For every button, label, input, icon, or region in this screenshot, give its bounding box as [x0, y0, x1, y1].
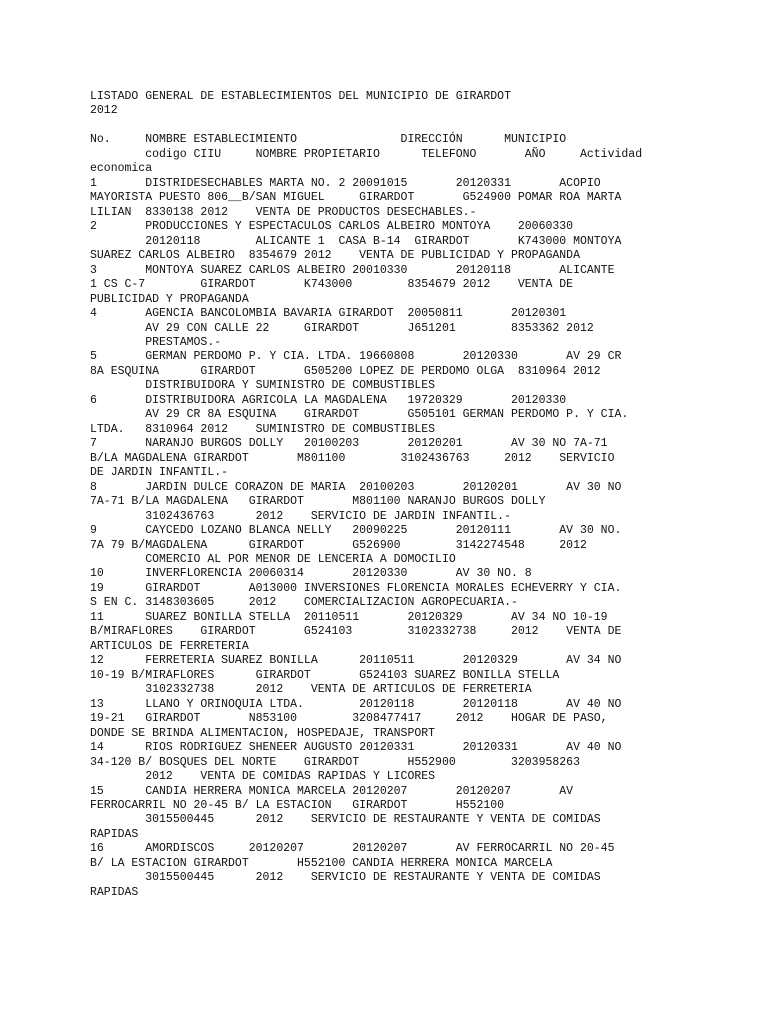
listing-line: 3 MONTOYA SUAREZ CARLOS ALBEIRO 20010330 20120118 ALICANTE	[90, 263, 615, 277]
document-title: LISTADO GENERAL DE ESTABLECIMIENTOS DEL MUNICIPIO DE GIRARDOT	[90, 90, 511, 103]
listing-line: B/ LA ESTACION GIRARDOT H552100 CANDIA HERRERA MONICA MARCELA	[90, 856, 553, 870]
document-page	[90, 90, 758, 900]
listing-line: PRESTAMOS.-	[90, 335, 222, 349]
listing-line: 7A-71 B/LA MAGDALENA GIRARDOT M801100 NARANJO BURGOS DOLLY	[90, 495, 546, 509]
listing-line: DONDE SE BRINDA ALIMENTACION, HOSPEDAJE, TRANSPORT	[90, 726, 436, 740]
listing-line: B/MIRAFLORES GIRARDOT G524103 3102332738 2012 VENTA DE	[90, 625, 622, 639]
listing-line: AV 29 CON CALLE 22 GIRARDOT J651201 8353362 2012	[90, 321, 594, 335]
listing-line: 15 CANDIA HERRERA MONICA MARCELA 20120207 20120207 AV	[90, 784, 574, 798]
listing-line: ARTICULOS DE FERRETERIA	[90, 639, 249, 653]
listing-line: 16 AMORDISCOS 20120207 20120207 AV FERROCARRIL NO 20-45	[90, 842, 615, 856]
listing-line: 4 AGENCIA BANCOLOMBIA BAVARIA GIRARDOT 20050811 20120301	[90, 307, 567, 321]
listing-line: 11 SUAREZ BONILLA STELLA 20110511 20120329 AV 34 NO 10-19	[90, 610, 608, 624]
listing-line: LILIAN 8330138 2012 VENTA DE PRODUCTOS DESECHABLES.-	[90, 205, 477, 219]
listing-line: 34-120 B/ BOSQUES DEL NORTE GIRARDOT H552900 3203958263	[90, 755, 580, 769]
listing-line: SUAREZ CARLOS ALBEIRO 8354679 2012 VENTA DE PUBLICIDAD Y PROPAGANDA	[90, 249, 580, 263]
listing-line: 20120118 ALICANTE 1 CASA B-14 GIRARDOT K743000 MONTOYA	[90, 234, 622, 248]
listing-body	[90, 177, 758, 900]
listing-line: 3102436763 2012 SERVICIO DE JARDIN INFANTIL.-	[90, 509, 511, 523]
listing-line: 3102332738 2012 VENTA DE ARTICULOS DE FERRETERIA	[90, 683, 532, 697]
document-year: 2012	[90, 104, 118, 118]
listing-line: 2012 VENTA DE COMIDAS RAPIDAS Y LICORES	[90, 770, 436, 784]
listing-line: 6 DISTRIBUIDORA AGRICOLA LA MAGDALENA 19720329 20120330	[90, 393, 567, 407]
column-header-line-1: No. NOMBRE ESTABLECIMIENTO DIRECCIÓN MUNICIPIO	[90, 133, 567, 147]
listing-line: 1 DISTRIDESECHABLES MARTA NO. 2 20091015 20120331 ACOPIO	[90, 176, 601, 190]
listing-line: 10-19 B/MIRAFLORES GIRARDOT G524103 SUAREZ BONILLA STELLA	[90, 668, 560, 682]
listing-line: MAYORISTA PUESTO 806__B/SAN MIGUEL GIRARDOT G524900 POMAR ROA MARTA	[90, 191, 622, 205]
listing-line: 3015500445 2012 SERVICIO DE RESTAURANTE Y VENTA DE COMIDAS	[90, 871, 601, 885]
listing-line: 7 NARANJO BURGOS DOLLY 20100203 20120201 AV 30 NO 7A-71	[90, 437, 608, 451]
listing-line: 3015500445 2012 SERVICIO DE RESTAURANTE Y VENTA DE COMIDAS	[90, 813, 601, 827]
listing-line: 8A ESQUINA GIRARDOT G505200 LOPEZ DE PERDOMO OLGA 8310964 2012	[90, 364, 601, 378]
listing-line: 8 JARDIN DULCE CORAZON DE MARIA 20100203 20120201 AV 30 NO	[90, 480, 622, 494]
column-header-line-3: economica	[90, 162, 153, 176]
listing-line: B/LA MAGDALENA GIRARDOT M801100 3102436763 2012 SERVICIO	[90, 451, 615, 465]
listing-line: COMERCIO AL POR MENOR DE LENCERIA A DOMOCILIO	[90, 553, 456, 566]
listing-line: LTDA. 8310964 2012 SUMINISTRO DE COMBUSTIBLES	[90, 422, 436, 436]
listing-line: 14 RIOS RODRIGUEZ SHENEER AUGUSTO 20120331 20120331 AV 40 NO	[90, 741, 622, 755]
listing-line: S EN C. 3148303605 2012 COMERCIALIZACION AGROPECUARIA.-	[90, 596, 518, 610]
listing-line: RAPIDAS	[90, 827, 139, 841]
listing-line: 13 LLANO Y ORINOQUIA LTDA. 20120118 20120118 AV 40 NO	[90, 697, 622, 711]
listing-line: 10 INVERFLORENCIA 20060314 20120330 AV 30 NO. 8	[90, 567, 532, 581]
listing-line: 1 CS C-7 GIRARDOT K743000 8354679 2012 VENTA DE	[90, 278, 574, 292]
listing-line: RAPIDAS	[90, 885, 139, 899]
blank-line	[90, 119, 758, 133]
listing-line: 19 GIRARDOT A013000 INVERSIONES FLORENCIA MORALES ECHEVERRY Y CIA.	[90, 581, 622, 595]
listing-line: 12 FERRETERIA SUAREZ BONILLA 20110511 20120329 AV 34 NO	[90, 654, 622, 668]
listing-line: PUBLICIDAD Y PROPAGANDA	[90, 292, 249, 306]
listing-line: FERROCARRIL NO 20-45 B/ LA ESTACION GIRARDOT H552100	[90, 798, 505, 812]
listing-line: 2 PRODUCCIONES Y ESPECTACULOS CARLOS ALBEIRO MONTOYA 20060330	[90, 220, 574, 234]
listing-line: DISTRIBUIDORA Y SUMINISTRO DE COMBUSTIBLES	[90, 379, 436, 393]
column-header-line-2: codigo CIIU NOMBRE PROPIETARIO TELEFONO AÑO Actividad	[90, 147, 643, 161]
listing-line: DE JARDIN INFANTIL.-	[90, 466, 229, 480]
listing-line: AV 29 CR 8A ESQUINA GIRARDOT G505101 GERMAN PERDOMO P. Y CIA.	[90, 408, 629, 422]
listing-line: 19-21 GIRARDOT N853100 3208477417 2012 HOGAR DE PASO,	[90, 712, 608, 726]
listing-line: 5 GERMAN PERDOMO P. Y CIA. LTDA. 19660808 20120330 AV 29 CR	[90, 350, 622, 364]
listing-line: 7A 79 B/MAGDALENA GIRARDOT G526900 3142274548 2012	[90, 538, 587, 552]
listing-line: 9 CAYCEDO LOZANO BLANCA NELLY 20090225 20120111 AV 30 NO.	[90, 524, 622, 538]
